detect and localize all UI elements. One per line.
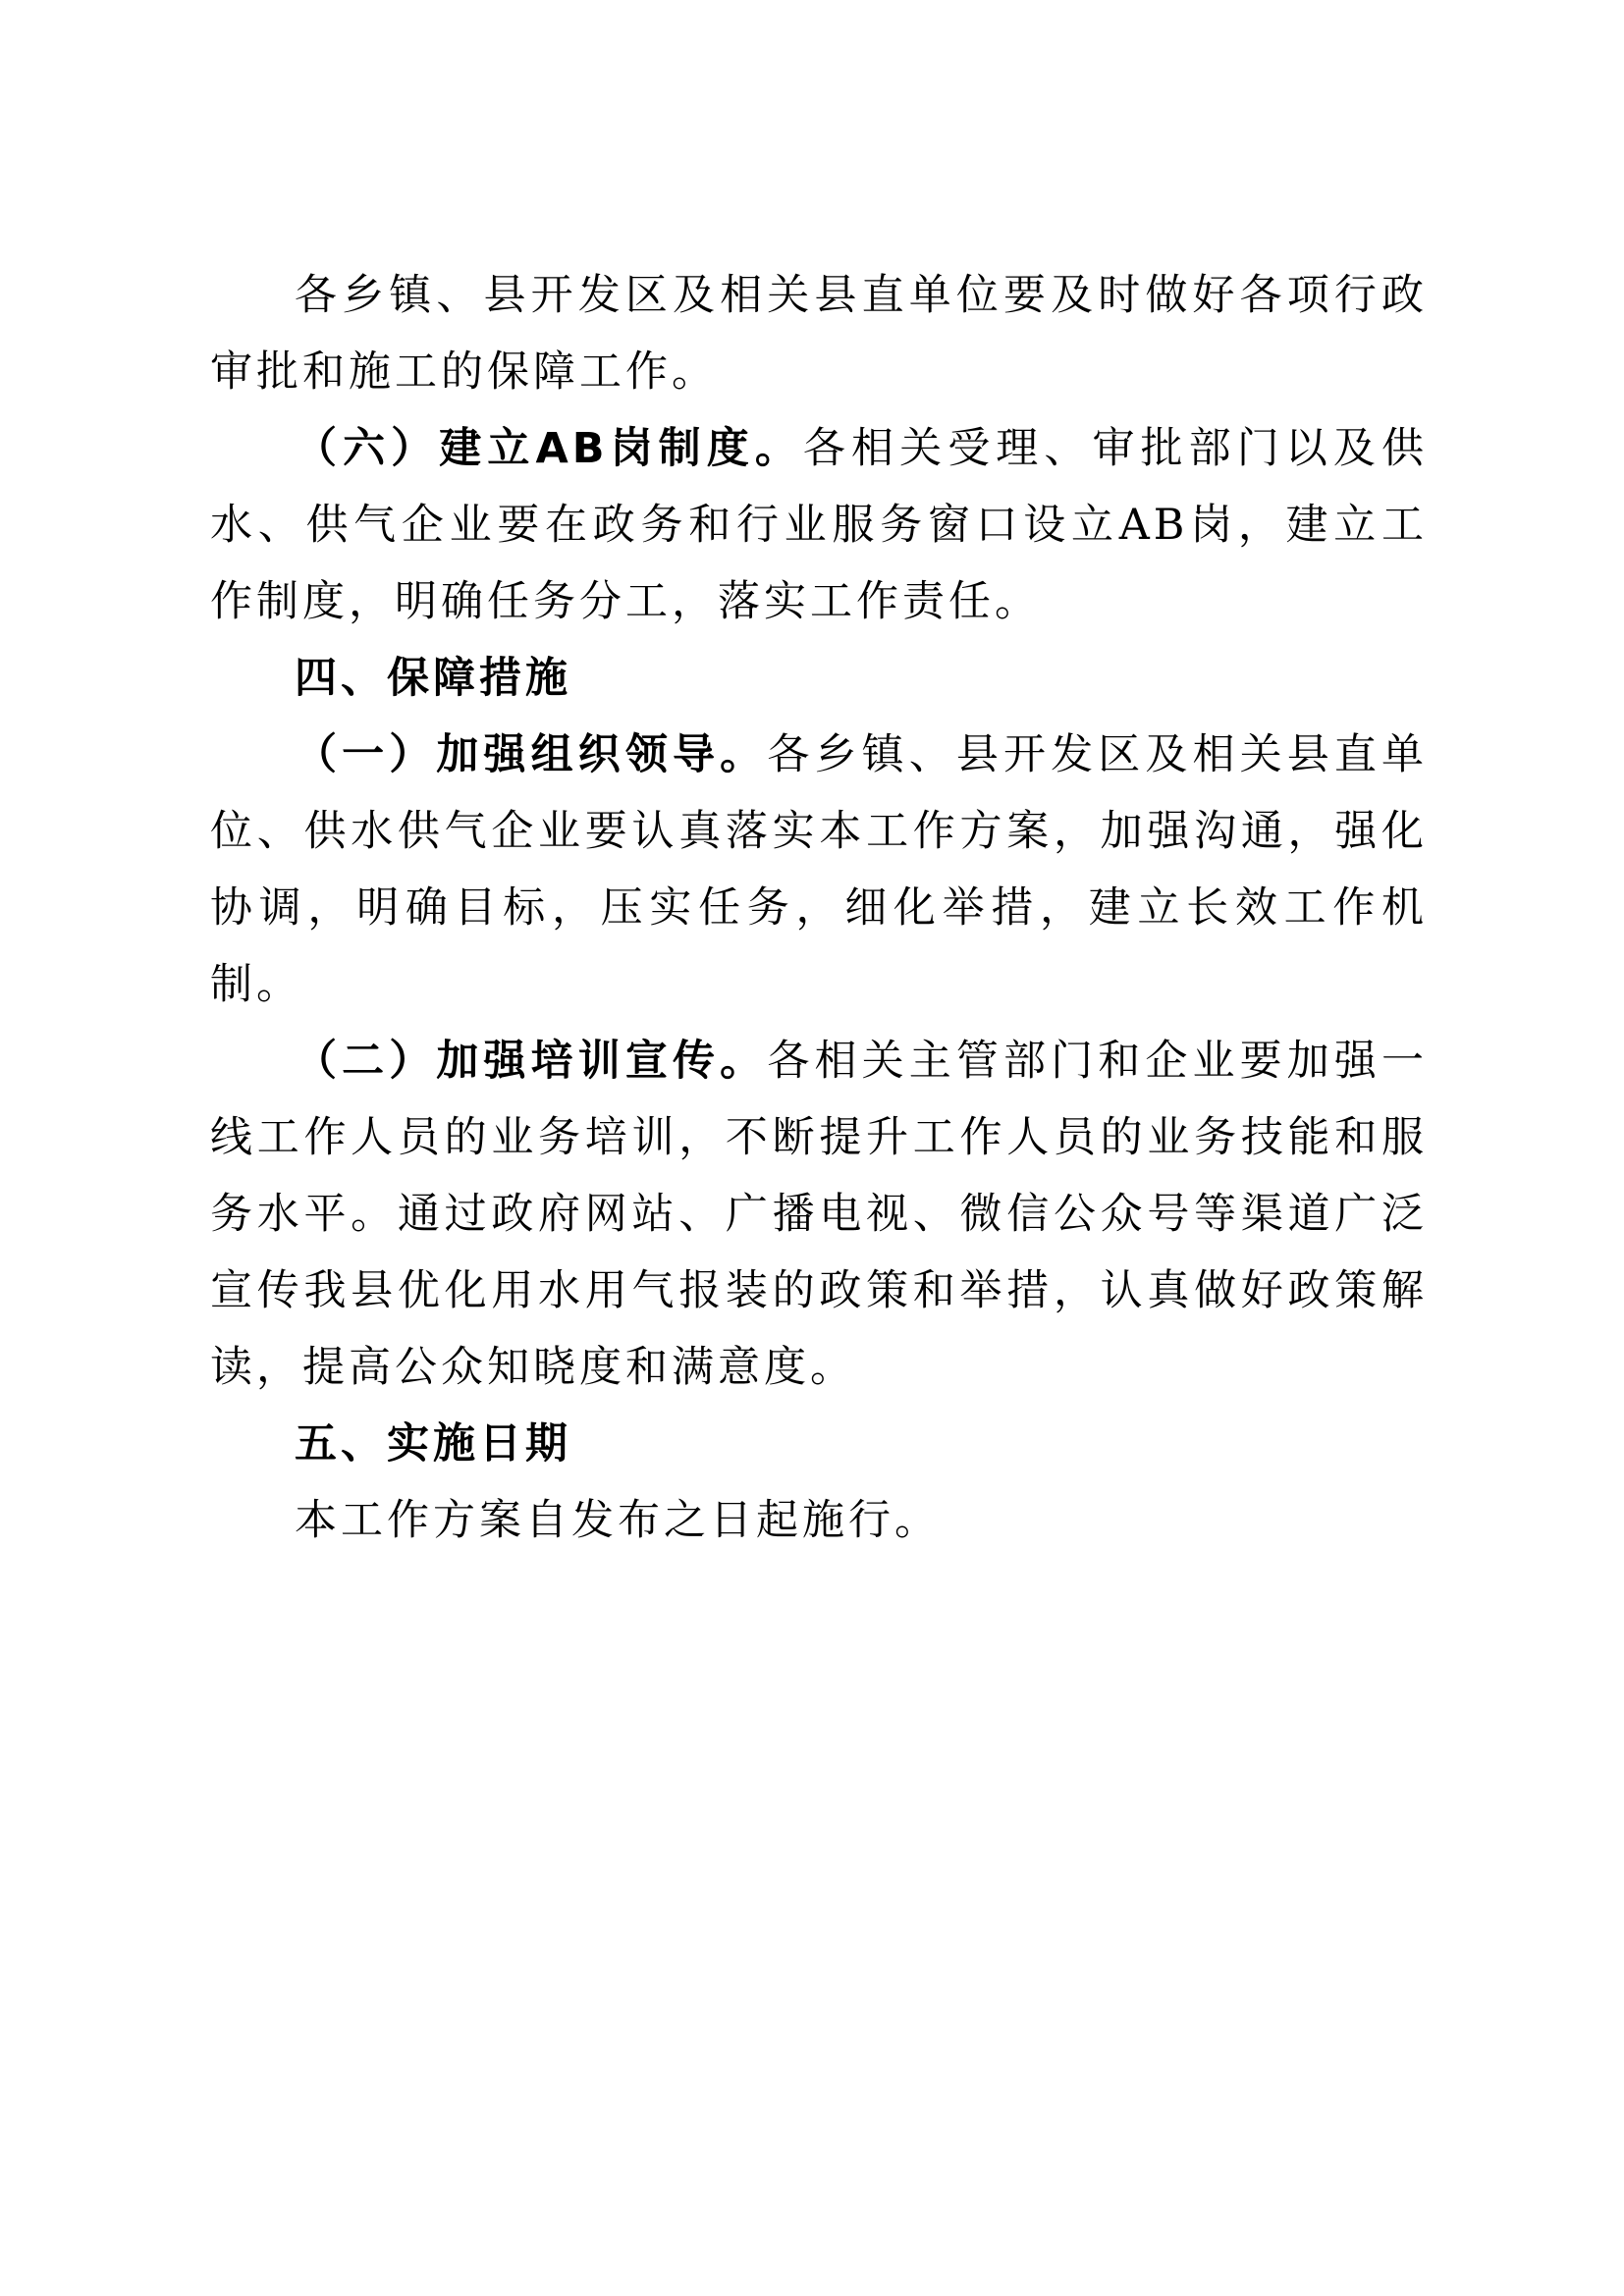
document-body [210, 257, 1428, 1559]
paragraph-text: 各相关主管部门和企业要加强一线工作人员的业务培训，不断提升工作人员的业务技能和服务水平。通过政府网站、广播电视、微信公众号等渠道广泛宣传我县优化用水用气报装的政策和举措，认真做好政策解读，提高公众知晓度和满意度。 [210, 1037, 1429, 1392]
paragraph-text: 本工作方案自发布之日起施行。 [295, 1496, 941, 1545]
paragraph-text: 各乡镇、县开发区及相关县直单位、供水供气企业要认真落实本工作方案，加强沟通，强化协调，明确目标，压实任务，细化举措，建立长效工作机制。 [210, 730, 1429, 1009]
paragraph-training-publicity [210, 1023, 1428, 1406]
paragraph-lead: （二）加强培训宣传。 [295, 1037, 768, 1086]
section-heading-implementation-date [210, 1406, 1428, 1482]
paragraph-approval-guarantee [210, 257, 1428, 410]
paragraph-ab-post-system [210, 410, 1428, 640]
paragraph-organizational-leadership [210, 717, 1428, 1023]
section-heading-text: 四、保障措施 [295, 654, 571, 703]
paragraph-text: 各相关受理、审批部门以及供水、供气企业要在政务和行业服务窗口设立AB岗，建立工作制度，明确任务分工，落实工作责任。 [210, 424, 1428, 626]
paragraph-lead: （六）建立AB岗制度。 [295, 424, 803, 473]
section-heading-text: 五、实施日期 [295, 1419, 571, 1468]
paragraph-effective-date [210, 1482, 1428, 1559]
paragraph-lead: （一）加强组织领导。 [295, 730, 768, 779]
paragraph-text: 各乡镇、县开发区及相关县直单位要及时做好各项行政审批和施工的保障工作。 [210, 271, 1428, 397]
section-heading-safeguards [210, 640, 1428, 717]
